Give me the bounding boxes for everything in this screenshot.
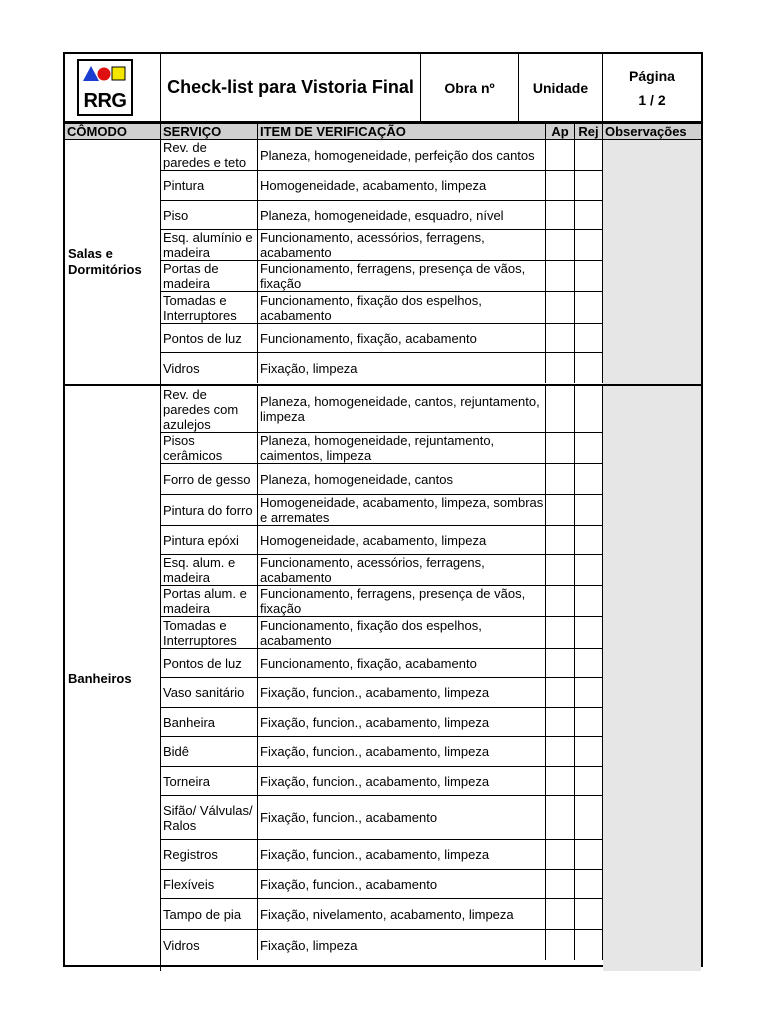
table-row	[161, 292, 603, 324]
table-row	[161, 899, 603, 930]
table-row	[161, 930, 603, 960]
approved-checkbox[interactable]	[546, 386, 575, 432]
table-row	[161, 495, 603, 526]
approved-checkbox[interactable]	[546, 899, 575, 929]
rejected-checkbox[interactable]	[575, 899, 603, 929]
logo-cell	[65, 54, 161, 121]
col-item: ITEM DE VERIFICAÇÃO	[258, 124, 546, 139]
table-row	[161, 353, 603, 383]
item-cell: Homogeneidade, acabamento, limpeza, sombras e arremates	[258, 495, 546, 525]
table-row	[161, 678, 603, 708]
rejected-checkbox[interactable]	[575, 555, 603, 585]
approved-checkbox[interactable]	[546, 140, 575, 170]
page-indicator	[603, 54, 701, 121]
item-cell: Funcionamento, ferragens, presença de vãos, fixação	[258, 586, 546, 616]
logo-text: RRG	[83, 90, 127, 112]
item-cell: Homogeneidade, acabamento, limpeza	[258, 171, 546, 200]
table-row	[161, 386, 603, 433]
servico-cell: Pintura	[161, 171, 258, 200]
observacoes-field[interactable]	[603, 140, 701, 384]
item-cell: Planeza, homogeneidade, esquadro, nível	[258, 201, 546, 229]
servico-cell: Vaso sanitário	[161, 678, 258, 707]
table-row	[161, 140, 603, 171]
item-cell: Fixação, funcion., acabamento, limpeza	[258, 840, 546, 869]
logo-shapes-icon	[79, 61, 131, 91]
item-cell: Fixação, nivelamento, acabamento, limpeza	[258, 899, 546, 929]
approved-checkbox[interactable]	[546, 649, 575, 677]
rejected-checkbox[interactable]	[575, 201, 603, 229]
table-row	[161, 796, 603, 840]
item-cell: Funcionamento, fixação, acabamento	[258, 649, 546, 677]
pagina-value: 1 / 2	[638, 91, 666, 108]
servico-cell: Torneira	[161, 767, 258, 795]
col-rej: Rej	[575, 124, 603, 139]
item-cell: Planeza, homogeneidade, cantos	[258, 464, 546, 494]
approved-checkbox[interactable]	[546, 796, 575, 839]
approved-checkbox[interactable]	[546, 324, 575, 352]
table-row	[161, 708, 603, 737]
pagina-label: Página	[629, 67, 675, 84]
item-cell: Fixação, limpeza	[258, 353, 546, 383]
servico-cell: Tomadas e Interruptores	[161, 292, 258, 323]
table-row	[161, 261, 603, 292]
item-cell: Fixação, funcion., acabamento	[258, 796, 546, 839]
servico-cell: Vidros	[161, 353, 258, 383]
item-cell: Funcionamento, fixação, acabamento	[258, 324, 546, 352]
table-row	[161, 230, 603, 261]
item-cell: Funcionamento, fixação dos espelhos, acabamento	[258, 292, 546, 323]
obra-label: Obra nº	[421, 54, 519, 121]
item-cell: Fixação, funcion., acabamento, limpeza	[258, 708, 546, 736]
item-cell: Fixação, funcion., acabamento, limpeza	[258, 767, 546, 795]
servico-cell: Rev. de paredes e teto	[161, 140, 258, 170]
approved-checkbox[interactable]	[546, 292, 575, 323]
item-cell: Planeza, homogeneidade, perfeição dos cantos	[258, 140, 546, 170]
table-row	[161, 433, 603, 464]
rejected-checkbox[interactable]	[575, 292, 603, 323]
observacoes-field[interactable]	[603, 386, 701, 971]
col-servico: SERVIÇO	[161, 124, 258, 139]
approved-checkbox[interactable]	[546, 433, 575, 463]
item-cell: Homogeneidade, acabamento, limpeza	[258, 526, 546, 554]
rejected-checkbox[interactable]	[575, 617, 603, 648]
form-title: Check-list para Vistoria Final	[161, 54, 421, 121]
rejected-checkbox[interactable]	[575, 526, 603, 554]
table-row	[161, 586, 603, 617]
table-row	[161, 649, 603, 678]
approved-checkbox[interactable]	[546, 930, 575, 960]
col-ap: Ap	[546, 124, 575, 139]
approved-checkbox[interactable]	[546, 353, 575, 383]
servico-cell: Esq. alum. e madeira	[161, 555, 258, 585]
rejected-checkbox[interactable]	[575, 737, 603, 766]
table-row	[161, 201, 603, 230]
servico-cell: Tampo de pia	[161, 899, 258, 929]
checklist-form	[63, 52, 703, 967]
approved-checkbox[interactable]	[546, 526, 575, 554]
logo-triangle-icon	[83, 66, 99, 81]
room-name: Banheiros	[65, 386, 161, 971]
rejected-checkbox[interactable]	[575, 261, 603, 291]
servico-cell: Pintura epóxi	[161, 526, 258, 554]
rejected-checkbox[interactable]	[575, 140, 603, 170]
room-name: Salas e Dormitórios	[65, 140, 161, 384]
rejected-checkbox[interactable]	[575, 324, 603, 352]
servico-cell: Portas de madeira	[161, 261, 258, 291]
servico-cell: Pontos de luz	[161, 649, 258, 677]
approved-checkbox[interactable]	[546, 767, 575, 795]
room-group	[65, 386, 701, 971]
servico-cell: Pontos de luz	[161, 324, 258, 352]
col-comodo: CÔMODO	[65, 124, 161, 139]
form-header	[65, 54, 701, 124]
approved-checkbox[interactable]	[546, 870, 575, 898]
table-row	[161, 767, 603, 796]
rejected-checkbox[interactable]	[575, 649, 603, 677]
table-row	[161, 464, 603, 495]
item-cell: Planeza, homogeneidade, cantos, rejuntamento, limpeza	[258, 386, 546, 432]
rejected-checkbox[interactable]	[575, 495, 603, 525]
servico-cell: Sifão/ Válvulas/ Ralos	[161, 796, 258, 839]
logo-square-icon	[112, 67, 125, 80]
rejected-checkbox[interactable]	[575, 796, 603, 839]
item-cell: Funcionamento, acessórios, ferragens, acabamento	[258, 230, 546, 260]
logo-circle-icon	[98, 68, 111, 81]
rejected-checkbox[interactable]	[575, 433, 603, 463]
approved-checkbox[interactable]	[546, 586, 575, 616]
approved-checkbox[interactable]	[546, 555, 575, 585]
servico-cell: Banheira	[161, 708, 258, 736]
table-row	[161, 840, 603, 870]
column-header-row	[65, 124, 701, 140]
approved-checkbox[interactable]	[546, 171, 575, 200]
item-cell: Fixação, funcion., acabamento, limpeza	[258, 678, 546, 707]
rejected-checkbox[interactable]	[575, 586, 603, 616]
approved-checkbox[interactable]	[546, 678, 575, 707]
rejected-checkbox[interactable]	[575, 708, 603, 736]
table-row	[161, 324, 603, 353]
rejected-checkbox[interactable]	[575, 386, 603, 432]
servico-cell: Forro de gesso	[161, 464, 258, 494]
approved-checkbox[interactable]	[546, 840, 575, 869]
servico-cell: Pisos cerâmicos	[161, 433, 258, 463]
table-row	[161, 737, 603, 767]
approved-checkbox[interactable]	[546, 617, 575, 648]
rejected-checkbox[interactable]	[575, 230, 603, 260]
servico-cell: Esq. alumínio e madeira	[161, 230, 258, 260]
table-row	[161, 171, 603, 201]
table-row	[161, 617, 603, 649]
item-cell: Funcionamento, ferragens, presença de vãos, fixação	[258, 261, 546, 291]
room-group	[65, 140, 701, 386]
servico-cell: Flexíveis	[161, 870, 258, 898]
rejected-checkbox[interactable]	[575, 840, 603, 869]
rejected-checkbox[interactable]	[575, 930, 603, 960]
rejected-checkbox[interactable]	[575, 678, 603, 707]
approved-checkbox[interactable]	[546, 230, 575, 260]
approved-checkbox[interactable]	[546, 201, 575, 229]
rejected-checkbox[interactable]	[575, 464, 603, 494]
rejected-checkbox[interactable]	[575, 870, 603, 898]
rejected-checkbox[interactable]	[575, 353, 603, 383]
unidade-label: Unidade	[519, 54, 603, 121]
approved-checkbox[interactable]	[546, 495, 575, 525]
rrg-logo	[77, 59, 133, 116]
item-cell: Fixação, funcion., acabamento, limpeza	[258, 737, 546, 766]
table-row	[161, 555, 603, 586]
servico-cell: Registros	[161, 840, 258, 869]
item-cell: Planeza, homogeneidade, rejuntamento, caimentos, limpeza	[258, 433, 546, 463]
rejected-checkbox[interactable]	[575, 767, 603, 795]
servico-cell: Tomadas e Interruptores	[161, 617, 258, 648]
approved-checkbox[interactable]	[546, 261, 575, 291]
col-observacoes: Observações	[605, 124, 687, 139]
item-cell: Funcionamento, acessórios, ferragens, acabamento	[258, 555, 546, 585]
servico-cell: Pintura do forro	[161, 495, 258, 525]
servico-cell: Portas alum. e madeira	[161, 586, 258, 616]
rejected-checkbox[interactable]	[575, 171, 603, 200]
item-cell: Funcionamento, fixação dos espelhos, acabamento	[258, 617, 546, 648]
servico-cell: Vidros	[161, 930, 258, 960]
servico-cell: Rev. de paredes com azulejos	[161, 386, 258, 432]
servico-cell: Piso	[161, 201, 258, 229]
approved-checkbox[interactable]	[546, 464, 575, 494]
table-row	[161, 870, 603, 899]
servico-cell: Bidê	[161, 737, 258, 766]
table-row	[161, 526, 603, 555]
approved-checkbox[interactable]	[546, 737, 575, 766]
approved-checkbox[interactable]	[546, 708, 575, 736]
item-cell: Fixação, limpeza	[258, 930, 546, 960]
item-cell: Fixação, funcion., acabamento	[258, 870, 546, 898]
